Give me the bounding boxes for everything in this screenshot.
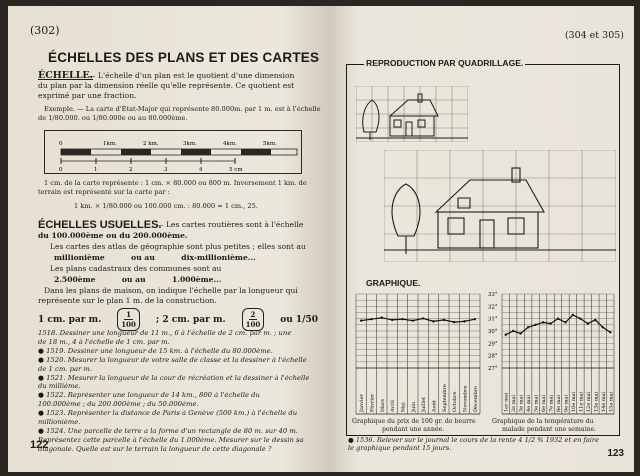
- formula-fraction-2: [242, 308, 265, 331]
- temp-category-label: 7e mai: [548, 394, 555, 412]
- temp-y-tick: 27°: [488, 366, 498, 372]
- large-house-drawing: [384, 150, 616, 262]
- butter-category-label: Juillet: [421, 397, 428, 412]
- temp-point: [609, 331, 611, 333]
- butter-point: [463, 320, 465, 322]
- temperature-chart: [488, 290, 616, 418]
- temp-y-tick: 32°: [488, 304, 498, 311]
- temp-y-tick: 29°: [488, 341, 498, 348]
- temp-category-label: 6e mai: [541, 394, 548, 412]
- fraction-2-numerator: 2: [250, 310, 256, 319]
- butter-category-label: Mars: [379, 398, 386, 412]
- usuelles-line-5: Les plans cadastraux des communes sont au: [50, 264, 222, 273]
- fraction-1-numerator: 1: [126, 310, 132, 319]
- temp-category-label: 9e mai: [563, 394, 570, 412]
- ruler-top-tick-3: 3km.: [183, 141, 197, 147]
- exercise-line: ● 1524. Une parcelle de terre a la forme d'un rectangle de 80 m. sur 40 m.: [38, 426, 298, 435]
- ruler-top-tick-5: 5km.: [263, 141, 277, 147]
- exercise-line: Représentez cette parcelle à l'échelle du 1.000ème. Mesurer sur le dessin sa: [38, 435, 304, 444]
- usuelles-line-8: représente sur le plan 1 m. de la construction.: [38, 296, 217, 305]
- ruler-text-3: 1 km. × 1/80.000 ou 100.000 cm. : 80.000 = 1 cm., 25.: [74, 202, 258, 210]
- scale-ruler: [44, 130, 302, 174]
- small-house-drawing: [356, 86, 468, 142]
- left-caption-line: pendant une année.: [382, 425, 445, 433]
- echelle-definition-3: exprimé par une fraction.: [38, 91, 137, 100]
- temp-category-label: 10e mai: [570, 391, 577, 412]
- butter-category-label: Décembre: [472, 385, 479, 412]
- temp-category-label: 15e mai: [608, 391, 615, 412]
- left-caption-line: Graphique du prix de 100 gr. de beurre: [352, 418, 476, 425]
- open-book: [8, 6, 634, 472]
- ruler-bottom-tick-3: 3: [164, 167, 168, 173]
- butter-point: [360, 319, 362, 321]
- echelle-definition-1: — L'échelle d'un plan est le quotient d'une dimension: [88, 71, 295, 80]
- formula-fraction-1: [117, 308, 140, 331]
- fraction-2-denominator: 100: [245, 320, 261, 329]
- butter-point: [370, 318, 372, 320]
- reproduction-title: REPRODUCTION PAR QUADRILLAGE.: [366, 58, 524, 68]
- butter-category-label: Février: [369, 393, 376, 412]
- left-page-number-top: (302): [30, 24, 60, 37]
- temp-category-label: 11e mai: [578, 391, 585, 412]
- usuelles-line-7: Dans les plans de maison, on indique l'échelle par la longueur qui: [44, 286, 298, 295]
- temp-category-label: 3e mai: [518, 394, 525, 412]
- formula-alt: ou 1/50: [280, 314, 318, 325]
- butter-point: [474, 318, 476, 320]
- ruler-bottom-tick-5: 5 cm: [229, 167, 243, 173]
- left-page-number-bottom: 122: [30, 439, 49, 451]
- exercise-line: millionième.: [38, 418, 81, 427]
- scale-formula: [38, 308, 318, 331]
- temp-point: [505, 334, 507, 336]
- left-chart-caption: [352, 418, 484, 433]
- butter-category-label: Avril: [390, 400, 397, 412]
- exercise-line: 1518. Dessiner une longueur de 11 m., 6 à l'échelle de 2 cm. par m. ; une: [38, 329, 292, 337]
- exercise-list: [38, 329, 320, 454]
- ruler-top-tick-0: 0: [59, 141, 63, 147]
- butter-point: [443, 319, 445, 321]
- usuelles-line-4: millionième ou au dix-millionième...: [54, 253, 256, 262]
- butter-price-chart: [354, 290, 482, 418]
- left-page: [8, 6, 328, 472]
- exercise-line: du millième.: [38, 382, 81, 391]
- butter-category-label: Septembre: [441, 384, 448, 412]
- butter-category-label: Octobre: [452, 391, 459, 412]
- butter-point: [422, 317, 424, 319]
- right-caption-line: malade pendant une semaine.: [502, 425, 597, 433]
- ruler-bottom-tick-4: 4: [199, 167, 203, 173]
- right-page-number-bottom: 123: [607, 448, 624, 459]
- exercise-line: ● 1521. Mesurer la longueur de la cour de récréation et la dessiner à l'échelle: [38, 373, 310, 382]
- butter-point: [453, 321, 455, 323]
- temp-category-label: 1er mai: [503, 392, 510, 412]
- exercise-line: 100.000ème ; du 200.000ème ; du 50.000ème.: [38, 400, 199, 409]
- ruler-top-tick-1: 1km.: [103, 141, 117, 147]
- temp-y-tick: 33°: [488, 292, 498, 298]
- temp-point: [527, 326, 529, 328]
- example-line-1: Exemple. — La carte d'État-Major qui représente 80.000m. par 1 m. est à l'échelle: [44, 105, 321, 113]
- example-line-2: de 1/80.000. ou 1/80.000e ou au 80.000ème.: [38, 114, 188, 122]
- right-page-number-top: (304 et 305): [564, 30, 624, 41]
- formula-part-1: 1 cm. par m.: [38, 314, 102, 325]
- ruler-text-1: 1 cm. de la carte représente : 1 cm. × 80.000 ou 800 m. Inversement 1 km. de: [44, 179, 307, 187]
- page-title: ÉCHELLES DES PLANS ET DES CARTES: [48, 50, 320, 65]
- right-caption-line: Graphique de la température du: [492, 418, 594, 425]
- exercise-line: ● 1523. Représenter la distance de Paris à Genève (500 km.) à l'échelle du: [38, 409, 298, 418]
- ruler-top-tick-2: 2 km.: [143, 141, 159, 147]
- usuelles-line-3: Les cartes des atlas de géographie sont plus petites ; elles sont au: [50, 242, 306, 251]
- temp-y-tick: 30°: [488, 329, 498, 335]
- exercise-line: ● 1522. Représenter une longueur de 14 km., 800 à l'échelle du: [38, 391, 260, 400]
- usuelles-line-1: — Les cartes routières sont à l'échelle: [156, 220, 304, 229]
- butter-category-label: Juin: [410, 401, 417, 412]
- usuelles-heading: ÉCHELLES USUELLES.: [38, 219, 162, 231]
- temp-point: [594, 319, 596, 321]
- right-page: [328, 6, 634, 472]
- temp-point: [542, 321, 544, 323]
- temp-point: [579, 317, 581, 319]
- ruler-text-2: terrain est représenté sur la carte par :: [38, 188, 170, 196]
- temp-y-tick: 28°: [488, 353, 498, 360]
- butter-point: [381, 316, 383, 318]
- ruler-graphic: [45, 131, 301, 173]
- exercise-line: ● 1520. Mesurer la longueur de votre salle de classe et la dessiner à l'échelle: [38, 355, 307, 364]
- temp-point: [519, 332, 521, 334]
- exercise-line: diagonale. Quelle est sur le terrain la longueur de cette diagonale ?: [38, 444, 272, 453]
- ruler-top-tick-4: 4km.: [223, 141, 237, 147]
- butter-category-label: Août: [431, 400, 438, 412]
- temp-point: [512, 330, 514, 332]
- formula-separator: ; 2 cm. par m.: [155, 314, 226, 325]
- usuelles-line-2: du 100.000ème ou du 200.000ème.: [38, 231, 188, 240]
- butter-category-label: Janvier: [359, 394, 366, 412]
- temp-point: [587, 322, 589, 324]
- note-line: le graphique pendant 15 jours.: [348, 444, 452, 453]
- butter-point: [412, 319, 414, 321]
- usuelles-line-6: 2.500ème ou au 1.000ème...: [54, 275, 222, 284]
- temp-category-label: 13e mai: [593, 391, 600, 412]
- right-chart-caption: [492, 418, 624, 433]
- fraction-1-denominator: 100: [121, 320, 136, 329]
- ruler-bottom-tick-1: 1: [94, 167, 98, 173]
- exercise-note: [348, 436, 618, 453]
- temp-y-tick: 31°: [488, 316, 498, 323]
- exercise-line: de 1 cm. par m.: [38, 364, 93, 373]
- temp-point: [572, 314, 574, 316]
- temp-category-label: 5e mai: [533, 394, 540, 412]
- temp-point: [557, 317, 559, 319]
- butter-point: [401, 318, 403, 320]
- exercise-line: de 18 m., 4 à l'échelle de 1 cm. par m.: [38, 337, 170, 346]
- temp-point: [549, 322, 551, 324]
- temp-category-label: 12e mai: [585, 391, 592, 412]
- ruler-bottom-tick-2: 2: [129, 167, 133, 173]
- temp-category-label: 14e mai: [600, 391, 607, 412]
- butter-category-label: Novembre: [462, 385, 469, 412]
- temp-point: [534, 324, 536, 326]
- temp-category-label: 2e mai: [511, 394, 518, 412]
- ruler-bottom-tick-0: 0: [59, 167, 63, 173]
- temp-point: [602, 326, 604, 328]
- echelle-heading: ÉCHELLE.: [38, 70, 93, 81]
- temp-category-label: 8e mai: [556, 394, 562, 412]
- exercise-line: ● 1519. Dessiner une longueur de 15 km. à l'échelle du 80.000ème.: [38, 346, 273, 355]
- butter-point: [432, 320, 434, 322]
- echelle-definition-2: du plan par la dimension réelle qu'elle représente. Ce quotient est: [38, 81, 295, 90]
- butter-category-label: Mai: [400, 402, 407, 412]
- temp-category-label: 4e mai: [526, 394, 533, 412]
- note-line: ● 1536. Relever sur le journal le cours de la rente 4 1/2 % 1932 et en faire: [348, 436, 599, 444]
- temp-point: [564, 321, 566, 323]
- graphique-title: GRAPHIQUE.: [366, 278, 421, 288]
- butter-point: [391, 319, 393, 321]
